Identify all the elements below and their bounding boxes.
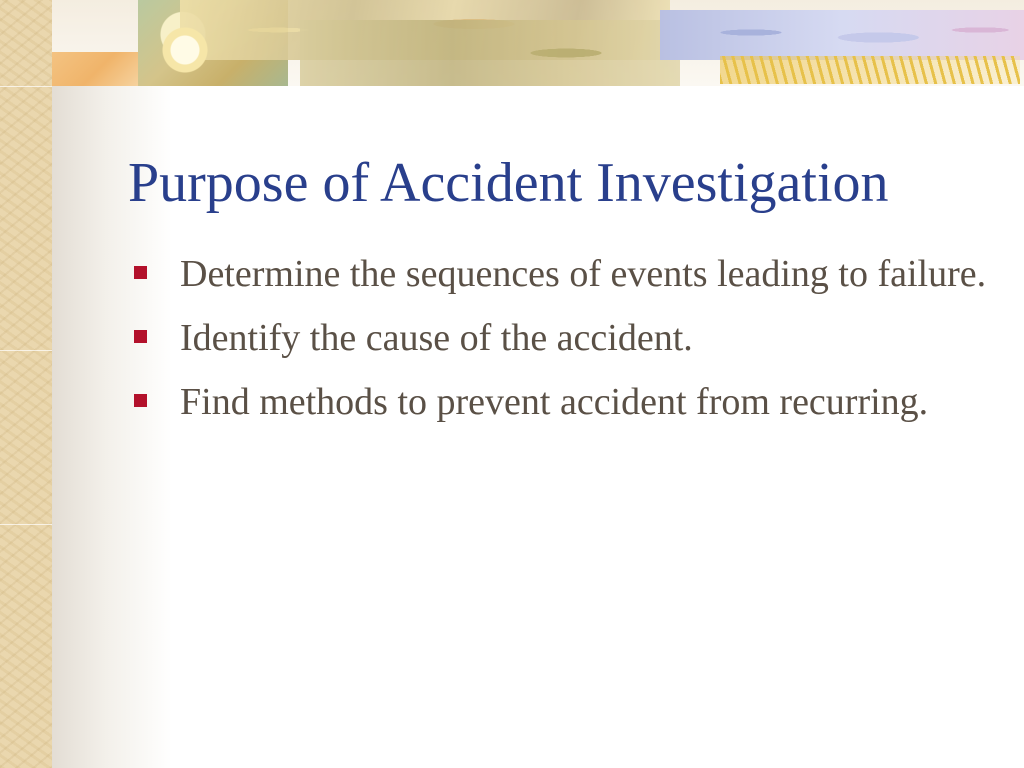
banner-texture-blue-flowers: [660, 10, 1024, 60]
strip-seam: [0, 524, 52, 525]
banner-flower-icon: [155, 20, 215, 80]
banner-texture-foliage: [300, 20, 680, 86]
bullet-text: Find methods to prevent accident from recurring.: [180, 381, 929, 423]
strip-seam: [0, 86, 52, 87]
banner-texture-wheat: [720, 56, 1020, 84]
square-bullet-icon: [134, 330, 147, 343]
bullet-text: Identify the cause of the accident.: [180, 317, 693, 359]
bullet-item: [128, 312, 988, 364]
bullet-text: Determine the sequences of events leading to failure.: [180, 253, 987, 295]
square-bullet-icon: [134, 266, 147, 279]
top-decorative-banner: [0, 0, 1024, 86]
bullet-list: [128, 248, 988, 440]
left-parchment-strip: [0, 0, 52, 768]
square-bullet-icon: [134, 394, 147, 407]
bullet-item: [128, 248, 988, 300]
strip-seam: [0, 350, 52, 351]
slide-title: Purpose of Accident Investigation: [128, 152, 889, 214]
bullet-item: [128, 376, 988, 428]
